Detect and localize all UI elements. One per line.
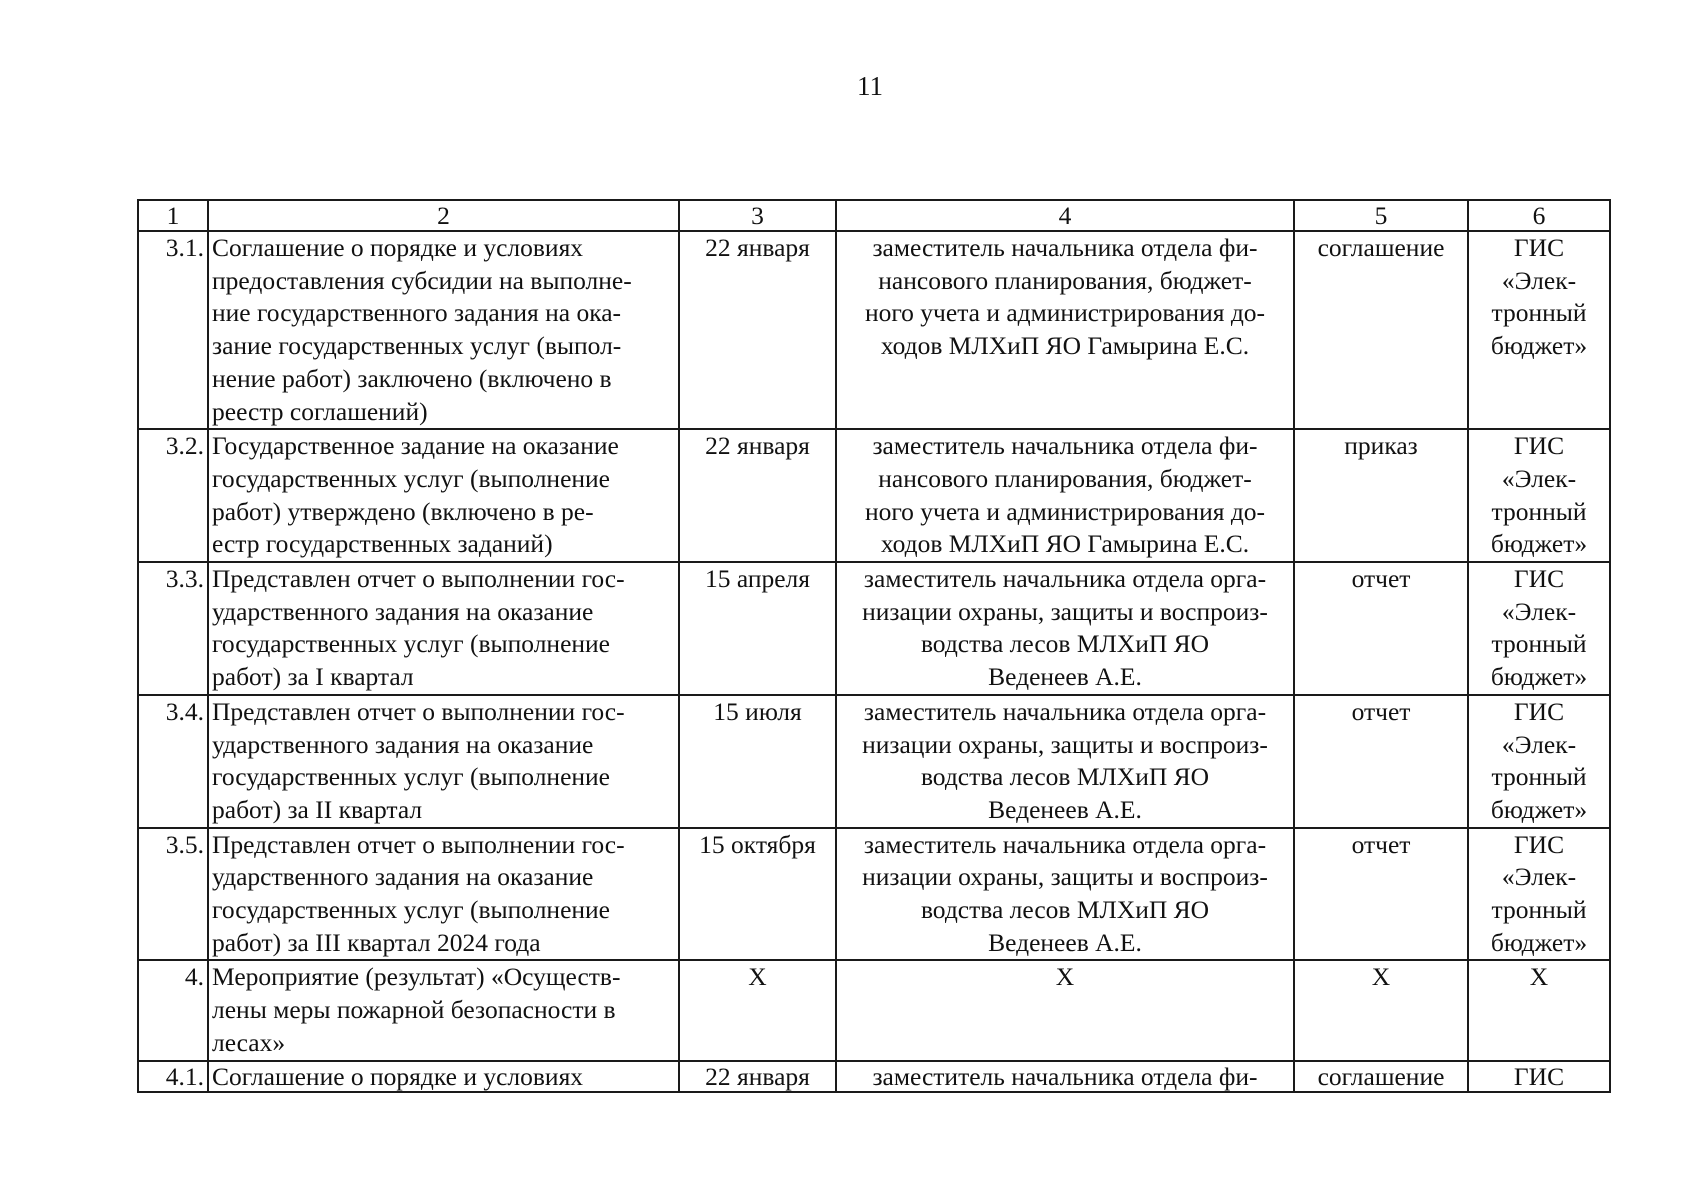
document-type-cell [1294, 429, 1468, 562]
deadline-cell [679, 695, 836, 828]
item-number: 3.1. [165, 233, 204, 262]
responsible-line: заместитель начальника отдела фи- [872, 431, 1258, 461]
description-line: ние государственного задания на ока- [212, 298, 622, 328]
information-system-line: ГИС [1513, 431, 1565, 461]
item-number: 3.4. [165, 696, 204, 726]
information-system-line: «Элек- [1501, 862, 1577, 892]
information-system-cell [1468, 960, 1610, 1060]
header-cell: 3 [679, 200, 836, 231]
header-cell: 5 [1294, 200, 1468, 231]
information-system-line: «Элек- [1501, 596, 1577, 626]
responsible-line: заместитель начальника отдела орга- [863, 696, 1267, 726]
information-system-line: бюджет» [1490, 927, 1588, 957]
information-system-line: тронный [1491, 298, 1587, 328]
header-cell: 1 [138, 200, 208, 231]
description-line: реестр соглашений) [212, 396, 428, 426]
information-system-line: «Элек- [1501, 463, 1577, 493]
table-row [138, 429, 1610, 562]
table-row [138, 562, 1610, 695]
responsible-line: Веденеев А.Е. [988, 794, 1142, 824]
description-line: Представлен отчет о выполнении гос- [212, 696, 625, 726]
responsible-cell [836, 960, 1294, 1060]
item-number: 4. [184, 962, 204, 992]
table-row [138, 231, 1610, 429]
item-number: 3.3. [165, 564, 204, 594]
document-type: отчет [1351, 829, 1411, 859]
information-system-cell [1468, 695, 1610, 828]
information-system-line: бюджет» [1490, 331, 1588, 361]
description-line: нение работ) заключено (включено в [212, 363, 612, 393]
description-line: естр государственных заданий) [212, 529, 553, 559]
item-number: 3.5. [165, 829, 204, 859]
description-line: ударственного задания на оказание [212, 862, 594, 892]
description-line: работ) за II квартал [212, 794, 423, 824]
responsible-line: Веденеев А.Е. [988, 927, 1142, 957]
deadline-date: 15 октября [699, 829, 816, 859]
item-number: 3.2. [165, 431, 204, 461]
description-line: Государственное задание на оказание [212, 431, 619, 461]
information-system-cell [1468, 562, 1610, 695]
description-line: работ) утверждено (включено в ре- [212, 496, 594, 526]
description-line: зание государственных услуг (выпол- [212, 331, 622, 361]
responsible-line: Веденеев А.Е. [988, 662, 1142, 692]
information-system-line: ГИС [1513, 696, 1565, 726]
information-system-line: «Элек- [1501, 729, 1577, 759]
responsible-cell [836, 695, 1294, 828]
deadline-date: 22 января [705, 233, 810, 262]
description-line: работ) за III квартал 2024 года [212, 927, 541, 957]
item-number-cell [138, 231, 208, 429]
information-system-cell [1468, 1061, 1610, 1092]
information-system-line: ГИС [1513, 1061, 1565, 1091]
deadline-date: 15 июля [713, 696, 802, 726]
plan-table-body [138, 200, 1610, 1092]
responsible-cell [836, 828, 1294, 961]
responsible-line: ходов МЛХиП ЯО Гамырина Е.С. [880, 331, 1250, 361]
deadline-cell [679, 828, 836, 961]
description-line: лены меры пожарной безопасности в [212, 995, 616, 1025]
responsible-line: заместитель начальника отдела фи- [872, 233, 1258, 262]
header-cell: 2 [208, 200, 679, 231]
deadline-cell [679, 960, 836, 1060]
header-cell: 6 [1468, 200, 1610, 231]
item-number-cell [138, 828, 208, 961]
responsible-line: низации охраны, защиты и воспроиз- [862, 729, 1268, 759]
deadline-cell [679, 429, 836, 562]
description-line: лесах» [212, 1027, 286, 1057]
document-type: соглашение [1317, 233, 1445, 262]
responsible-line: водства лесов МЛХиП ЯО [920, 895, 1210, 925]
responsible-cell [836, 429, 1294, 562]
information-system-line: бюджет» [1490, 529, 1588, 559]
responsible-cell [836, 562, 1294, 695]
document-type: приказ [1344, 431, 1418, 461]
information-system-cell [1468, 231, 1610, 429]
item-number-cell [138, 960, 208, 1060]
event-description-cell [208, 429, 679, 562]
information-system-line: бюджет» [1490, 662, 1588, 692]
plan-table [137, 199, 1611, 1093]
description-line: государственных услуг (выполнение [212, 762, 611, 792]
table-row [138, 1061, 1610, 1092]
document-type: Х [1371, 962, 1391, 992]
responsible-line: заместитель начальника отдела орга- [863, 564, 1267, 594]
description-line: государственных услуг (выполнение [212, 463, 611, 493]
item-number-cell [138, 562, 208, 695]
description-line: ударственного задания на оказание [212, 596, 594, 626]
responsible-cell [836, 231, 1294, 429]
page-number: 11 [857, 71, 883, 101]
responsible-line: низации охраны, защиты и воспроиз- [862, 862, 1268, 892]
description-line: ударственного задания на оказание [212, 729, 594, 759]
information-system-cell [1468, 828, 1610, 961]
document-type: соглашение [1317, 1061, 1445, 1091]
description-line: Представлен отчет о выполнении гос- [212, 829, 625, 859]
description-line: государственных услуг (выполнение [212, 895, 611, 925]
event-description-cell [208, 562, 679, 695]
responsible-line: нансового планирования, бюджет- [878, 463, 1252, 493]
description-line: работ) за I квартал [212, 662, 414, 692]
table-row [138, 828, 1610, 961]
description-line: Мероприятие (результат) «Осуществ- [212, 962, 621, 992]
information-system-line: ГИС [1513, 233, 1565, 262]
responsible-line: Х [1055, 962, 1075, 992]
event-description-cell [208, 960, 679, 1060]
description-line: предоставления субсидии на выполне- [212, 265, 632, 295]
deadline-cell [679, 562, 836, 695]
information-system-line: бюджет» [1490, 794, 1588, 824]
deadline-date: 22 января [705, 431, 810, 461]
description-line: государственных услуг (выполнение [212, 629, 611, 659]
document-type-cell [1294, 231, 1468, 429]
responsible-line: водства лесов МЛХиП ЯО [920, 629, 1210, 659]
deadline-cell [679, 231, 836, 429]
document-type-cell [1294, 828, 1468, 961]
information-system-line: тронный [1491, 496, 1587, 526]
description-line: Соглашение о порядке и условиях [212, 233, 584, 262]
information-system-line: тронный [1491, 762, 1587, 792]
description-line: Представлен отчет о выполнении гос- [212, 564, 625, 594]
deadline-cell [679, 1061, 836, 1092]
responsible-line: ного учета и администрирования до- [864, 298, 1266, 328]
deadline-date: 22 января [705, 1061, 810, 1091]
responsible-line: ного учета и администрирования до- [864, 496, 1266, 526]
document-type-cell [1294, 695, 1468, 828]
item-number-cell [138, 429, 208, 562]
event-description-cell [208, 1061, 679, 1092]
deadline-date: 15 апреля [704, 564, 811, 594]
item-number: 4.1. [165, 1061, 204, 1091]
information-system-line: ГИС [1513, 564, 1565, 594]
information-system-line: тронный [1491, 895, 1587, 925]
deadline-date: Х [748, 962, 767, 992]
description-line: Соглашение о порядке и условиях [212, 1061, 584, 1091]
information-system-line: «Элек- [1501, 265, 1577, 295]
information-system-cell [1468, 429, 1610, 562]
information-system-line: тронный [1491, 629, 1587, 659]
document-type-cell [1294, 562, 1468, 695]
responsible-line: водства лесов МЛХиП ЯО [920, 762, 1210, 792]
header-cell: 4 [836, 200, 1294, 231]
header-row [138, 200, 1610, 231]
document-type-cell [1294, 960, 1468, 1060]
table-row [138, 695, 1610, 828]
item-number-cell [138, 1061, 208, 1092]
responsible-line: заместитель начальника отдела фи- [872, 1061, 1258, 1091]
event-description-cell [208, 695, 679, 828]
information-system-line: ГИС [1513, 829, 1565, 859]
document-type: отчет [1351, 564, 1411, 594]
table-row [138, 960, 1610, 1060]
information-system-line: Х [1529, 962, 1549, 992]
responsible-cell [836, 1061, 1294, 1092]
responsible-line: заместитель начальника отдела орга- [863, 829, 1267, 859]
responsible-line: ходов МЛХиП ЯО Гамырина Е.С. [880, 529, 1250, 559]
item-number-cell [138, 695, 208, 828]
responsible-line: нансового планирования, бюджет- [878, 265, 1252, 295]
document-type-cell [1294, 1061, 1468, 1092]
event-description-cell [208, 231, 679, 429]
event-description-cell [208, 828, 679, 961]
document-type: отчет [1351, 696, 1411, 726]
responsible-line: низации охраны, защиты и воспроиз- [862, 596, 1268, 626]
